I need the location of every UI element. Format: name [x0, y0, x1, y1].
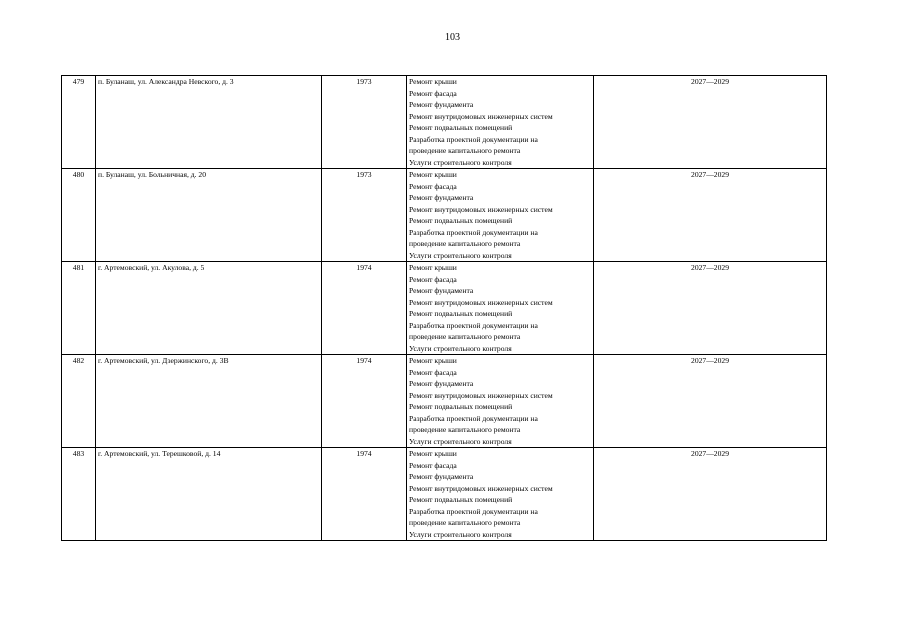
row-number-cell: 483 — [62, 448, 96, 541]
work-item: Ремонт внутридомовых инженерных систем — [409, 111, 553, 121]
work-item: проведение капитального ремонта — [409, 518, 521, 527]
work-item: Ремонт подвальных помещений — [409, 123, 513, 132]
work-item: Услуги строительного контроля — [409, 529, 512, 539]
period-cell: 2027—2029 — [594, 169, 827, 262]
work-item: Услуги строительного контроля — [409, 250, 512, 260]
address-cell: г. Артемовский, ул. Терешковой, д. 14 — [96, 448, 322, 541]
address-cell: г. Артемовский, ул. Акулова, д. 5 — [96, 262, 322, 355]
year-cell: 1974 — [322, 448, 407, 541]
work-item: Ремонт подвальных помещений — [409, 216, 513, 225]
works-cell — [407, 355, 594, 448]
period-cell: 2027—2029 — [594, 355, 827, 448]
work-item: Ремонт фасада — [409, 274, 457, 284]
work-item: Ремонт фундамента — [409, 100, 474, 109]
table-row — [62, 76, 827, 169]
address-cell: г. Артемовский, ул. Дзержинского, д. 3В — [96, 355, 322, 448]
period-cell: 2027—2029 — [594, 448, 827, 541]
year-cell: 1973 — [322, 76, 407, 169]
address-cell: п. Буланаш, ул. Больничная, д. 20 — [96, 169, 322, 262]
work-item: проведение капитального ремонта — [409, 425, 521, 434]
year-cell: 1973 — [322, 169, 407, 262]
work-item: Ремонт крыши — [409, 263, 457, 272]
work-item: Разработка проектной документации на — [409, 134, 538, 144]
table-row — [62, 355, 827, 448]
work-item: Услуги строительного контроля — [409, 436, 512, 446]
work-item: Ремонт фасада — [409, 367, 457, 377]
work-item: проведение капитального ремонта — [409, 332, 521, 341]
work-item: Ремонт подвальных помещений — [409, 402, 513, 411]
work-item: Разработка проектной документации на — [409, 320, 538, 330]
period-cell: 2027—2029 — [594, 262, 827, 355]
works-cell — [407, 262, 594, 355]
register-table — [61, 75, 827, 541]
work-item: Ремонт крыши — [409, 449, 457, 458]
work-item: Ремонт внутридомовых инженерных систем — [409, 297, 553, 307]
row-number-cell: 481 — [62, 262, 96, 355]
work-item: Ремонт фундамента — [409, 379, 474, 388]
works-cell — [407, 448, 594, 541]
work-item: Ремонт фундамента — [409, 472, 474, 481]
period-cell: 2027—2029 — [594, 76, 827, 169]
work-item: Ремонт фасада — [409, 460, 457, 470]
work-item: Услуги строительного контроля — [409, 343, 512, 353]
work-item: Ремонт фундамента — [409, 286, 474, 295]
work-item: проведение капитального ремонта — [409, 239, 521, 248]
work-item: Ремонт фундамента — [409, 193, 474, 202]
table-row — [62, 448, 827, 541]
work-item: Ремонт фасада — [409, 181, 457, 191]
works-cell — [407, 76, 594, 169]
table-row — [62, 169, 827, 262]
work-item: Ремонт внутридомовых инженерных систем — [409, 390, 553, 400]
row-number-cell: 480 — [62, 169, 96, 262]
work-item: Разработка проектной документации на — [409, 227, 538, 237]
row-number-cell: 479 — [62, 76, 96, 169]
address-cell: п. Буланаш, ул. Александра Невского, д. 3 — [96, 76, 322, 169]
page-number: 103 — [445, 32, 460, 43]
works-cell — [407, 169, 594, 262]
register-table-body — [62, 76, 827, 541]
work-item: Разработка проектной документации на — [409, 413, 538, 423]
table-row — [62, 262, 827, 355]
work-item: Ремонт крыши — [409, 77, 457, 86]
work-item: Ремонт подвальных помещений — [409, 495, 513, 504]
year-cell: 1974 — [322, 355, 407, 448]
work-item: Ремонт внутридомовых инженерных систем — [409, 204, 553, 214]
work-item: Ремонт фасада — [409, 88, 457, 98]
work-item: Ремонт подвальных помещений — [409, 309, 513, 318]
work-item: Ремонт внутридомовых инженерных систем — [409, 483, 553, 493]
work-item: Ремонт крыши — [409, 356, 457, 365]
year-cell: 1974 — [322, 262, 407, 355]
work-item: Ремонт крыши — [409, 170, 457, 179]
work-item: проведение капитального ремонта — [409, 146, 521, 155]
row-number-cell: 482 — [62, 355, 96, 448]
work-item: Разработка проектной документации на — [409, 506, 538, 516]
work-item: Услуги строительного контроля — [409, 157, 512, 167]
